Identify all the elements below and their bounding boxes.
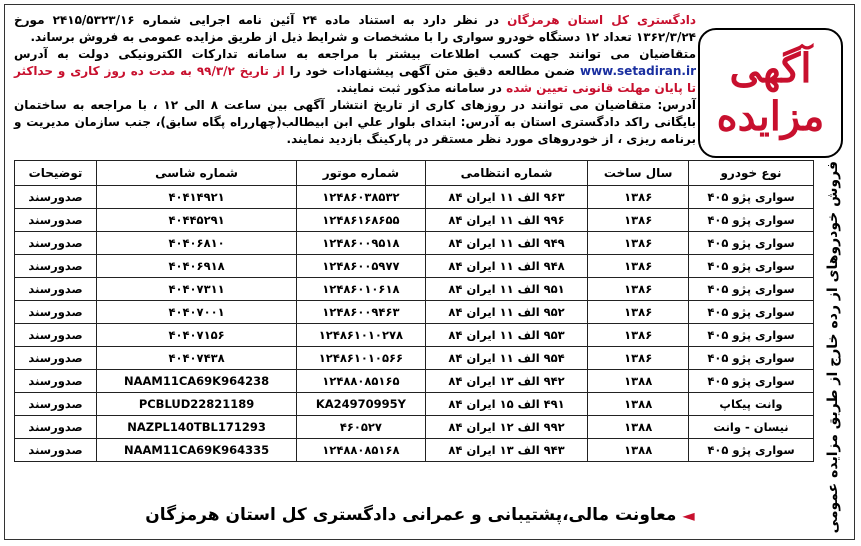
intro-line-1: در نظر دارد به استناد ماده ۲۴ آئین نامه اجرایی شماره ۲۴۱۵/۵۳۲۳/۱۶ مورخ ۱۳۶۲/۳/۲۴ تعداد ۱۲ دستگاه خودرو سواری را با مشخصات و شرایط ذیل از طریق مزایده عمومی به فروش برساند.: [14, 13, 696, 44]
cell-vehicle-type: وانت پیکاپ: [689, 393, 814, 416]
table-row: [15, 324, 814, 347]
cell-chassis: ۴۰۴۰۶۸۱۰: [97, 232, 297, 255]
intro-line-2: متقاضیان می توانند جهت کسب اطلاعات بیشتر با مراجعه به سامانه تدارکات الکترونیکی دولت به آدرس: [14, 47, 696, 61]
cell-plate: ۹۹۶ الف ۱۱ ایران ۸۴: [425, 209, 588, 232]
cell-year: ۱۳۸۶: [588, 209, 689, 232]
cell-notes: صدورسند: [15, 209, 97, 232]
table-row: [15, 301, 814, 324]
header-plate: شماره انتظامی: [425, 161, 588, 186]
cell-vehicle-type: سواری پژو ۴۰۵: [689, 278, 814, 301]
cell-engine: ۱۲۴۸۶۰۰۵۹۷۷: [297, 255, 426, 278]
address-label: آدرس:: [657, 98, 696, 112]
cell-chassis: ۴۰۴۰۷۳۱۱: [97, 278, 297, 301]
cell-vehicle-type: سواری پژو ۴۰۵: [689, 209, 814, 232]
cell-notes: صدورسند: [15, 439, 97, 462]
table-row: [15, 255, 814, 278]
website-link[interactable]: www.setadiran.ir: [579, 64, 696, 78]
cell-year: ۱۳۸۶: [588, 186, 689, 209]
cell-vehicle-type: سواری پژو ۴۰۵: [689, 347, 814, 370]
badge-line-1: آگهی: [729, 45, 812, 92]
cell-year: ۱۳۸۶: [588, 347, 689, 370]
cell-year: ۱۳۸۶: [588, 301, 689, 324]
table-header-row: [15, 161, 814, 186]
table-row: [15, 209, 814, 232]
intro-line-3: ضمن مطالعه دقیق متن آگهی پیشنهادات خود را: [284, 64, 580, 78]
cell-engine: ۱۲۴۸۶۱۰۱۰۵۶۶: [297, 347, 426, 370]
cell-chassis: ۴۰۴۰۶۹۱۸: [97, 255, 297, 278]
header-notes: توضیحات: [15, 161, 97, 186]
intro-line-3-rest: در سامانه مذکور ثبت نمایند.: [336, 81, 507, 95]
cell-vehicle-type: سواری پژو ۴۰۵: [689, 301, 814, 324]
cell-notes: صدورسند: [15, 347, 97, 370]
deadline-text: از تاریخ ۹۹/۳/۲ به مدت ده روز کاری و حداکثر تا پایان مهلت قانونی تعیین شده: [14, 64, 696, 95]
cell-plate: ۹۵۲ الف ۱۱ ایران ۸۴: [425, 301, 588, 324]
cell-plate: ۹۵۳ الف ۱۱ ایران ۸۴: [425, 324, 588, 347]
cell-engine: ۱۲۴۸۶۱۶۸۶۵۵: [297, 209, 426, 232]
cell-engine: ۱۲۴۸۶۱۰۱۰۲۷۸: [297, 324, 426, 347]
address-paragraph: [14, 97, 696, 148]
cell-year: ۱۳۸۸: [588, 439, 689, 462]
table-row: [15, 186, 814, 209]
cell-chassis: ۴۰۴۱۴۹۲۱: [97, 186, 297, 209]
cell-year: ۱۳۸۶: [588, 278, 689, 301]
header-vehicle-type: نوع خودرو: [689, 161, 814, 186]
intro-paragraph-2: [14, 46, 696, 97]
cell-plate: ۹۵۴ الف ۱۱ ایران ۸۴: [425, 347, 588, 370]
cell-plate: ۹۹۲ الف ۱۲ ایران ۸۴: [425, 416, 588, 439]
cell-notes: صدورسند: [15, 186, 97, 209]
organization-name: دادگستری کل استان هرمزگان: [507, 13, 697, 27]
cell-notes: صدورسند: [15, 232, 97, 255]
table-row: [15, 416, 814, 439]
cell-vehicle-type: سواری پژو ۴۰۵: [689, 232, 814, 255]
cell-chassis: PCBLUD22821189: [97, 393, 297, 416]
cell-chassis: ۴۰۴۴۵۲۹۱: [97, 209, 297, 232]
cell-engine: ۱۲۴۸۸۰۸۵۱۶۵: [297, 370, 426, 393]
cell-plate: ۹۴۲ الف ۱۳ ایران ۸۴: [425, 370, 588, 393]
header-year: سال ساخت: [588, 161, 689, 186]
cell-vehicle-type: سواری پژو ۴۰۵: [689, 255, 814, 278]
cell-vehicle-type: سواری پژو ۴۰۵: [689, 186, 814, 209]
cell-notes: صدورسند: [15, 301, 97, 324]
cell-engine: ۴۶۰۵۲۷: [297, 416, 426, 439]
table-row: [15, 370, 814, 393]
cell-engine: ۱۲۴۸۸۰۸۵۱۶۸: [297, 439, 426, 462]
footer: [20, 500, 820, 530]
cell-chassis: NAZPL140TBL171293: [97, 416, 297, 439]
triangle-left-icon: ◄: [682, 505, 695, 525]
cell-year: ۱۳۸۸: [588, 370, 689, 393]
cell-engine: KA24970995Y: [297, 393, 426, 416]
header-chassis: شماره شاسی: [97, 161, 297, 186]
badge-line-2: مزایده: [716, 93, 825, 140]
cell-year: ۱۳۸۶: [588, 324, 689, 347]
cell-plate: ۹۵۱ الف ۱۱ ایران ۸۴: [425, 278, 588, 301]
side-title-text: فروش خودروهای از رده خارج از طریق مزایده عمومی: [825, 161, 841, 534]
cell-vehicle-type: سواری پژو ۴۰۵: [689, 324, 814, 347]
cell-plate: ۹۴۸ الف ۱۱ ایران ۸۴: [425, 255, 588, 278]
cell-vehicle-type: سواری پژو ۴۰۵: [689, 370, 814, 393]
table-row: [15, 393, 814, 416]
cell-engine: ۱۲۴۸۶۰۰۹۵۱۸: [297, 232, 426, 255]
table-row: [15, 439, 814, 462]
cell-vehicle-type: نیسان - وانت: [689, 416, 814, 439]
address-text: متقاضیان می توانند در روزهای کاری از تاریخ انتشار آگهی بین ساعت ۸ الی ۱۲ ، با مراجعه به ساختمان بایگانی راکد دادگستری استان به آدرس: ابتدای بلوار علي ابن ابیطالب(چهارراه پگاه سابق)، جنب سازمان مدیریت و برنامه ریزی ، از خودروهای مورد نظر مستقر در پارکینگ بازدید نمایند.: [14, 98, 696, 146]
cell-notes: صدورسند: [15, 324, 97, 347]
cell-notes: صدورسند: [15, 370, 97, 393]
cell-plate: ۹۴۳ الف ۱۳ ایران ۸۴: [425, 439, 588, 462]
cell-notes: صدورسند: [15, 393, 97, 416]
side-title: [818, 161, 848, 534]
table-row: [15, 278, 814, 301]
cell-plate: ۹۶۳ الف ۱۱ ایران ۸۴: [425, 186, 588, 209]
table-row: [15, 347, 814, 370]
cell-plate: ۹۴۹ الف ۱۱ ایران ۸۴: [425, 232, 588, 255]
cell-chassis: ۴۰۴۰۷۰۰۱: [97, 301, 297, 324]
table-body: [15, 186, 814, 462]
cell-chassis: NAAM11CA69K964238: [97, 370, 297, 393]
cell-notes: صدورسند: [15, 416, 97, 439]
cell-chassis: ۴۰۴۰۷۴۳۸: [97, 347, 297, 370]
cell-notes: صدورسند: [15, 278, 97, 301]
table-row: [15, 232, 814, 255]
cell-notes: صدورسند: [15, 255, 97, 278]
cell-vehicle-type: سواری پژو ۴۰۵: [689, 439, 814, 462]
cell-year: ۱۳۸۶: [588, 255, 689, 278]
cell-year: ۱۳۸۶: [588, 232, 689, 255]
cell-chassis: ۴۰۴۰۷۱۵۶: [97, 324, 297, 347]
cell-year: ۱۳۸۸: [588, 393, 689, 416]
vehicle-table: [14, 160, 814, 462]
intro-text: [14, 12, 696, 148]
footer-text: معاونت مالی،پشتیبانی و عمرانی دادگستری کل استان هرمزگان: [145, 505, 677, 525]
cell-plate: ۴۹۱ الف ۱۵ ایران ۸۴: [425, 393, 588, 416]
cell-year: ۱۳۸۸: [588, 416, 689, 439]
cell-chassis: NAAM11CA69K964335: [97, 439, 297, 462]
auction-badge: [698, 28, 843, 158]
cell-engine: ۱۲۴۸۶۰۱۰۶۱۸: [297, 278, 426, 301]
header-engine: شماره موتور: [297, 161, 426, 186]
cell-engine: ۱۲۴۸۶۰۰۹۴۶۳: [297, 301, 426, 324]
intro-paragraph-1: [14, 12, 696, 46]
cell-engine: ۱۲۴۸۶۰۳۸۵۳۲: [297, 186, 426, 209]
